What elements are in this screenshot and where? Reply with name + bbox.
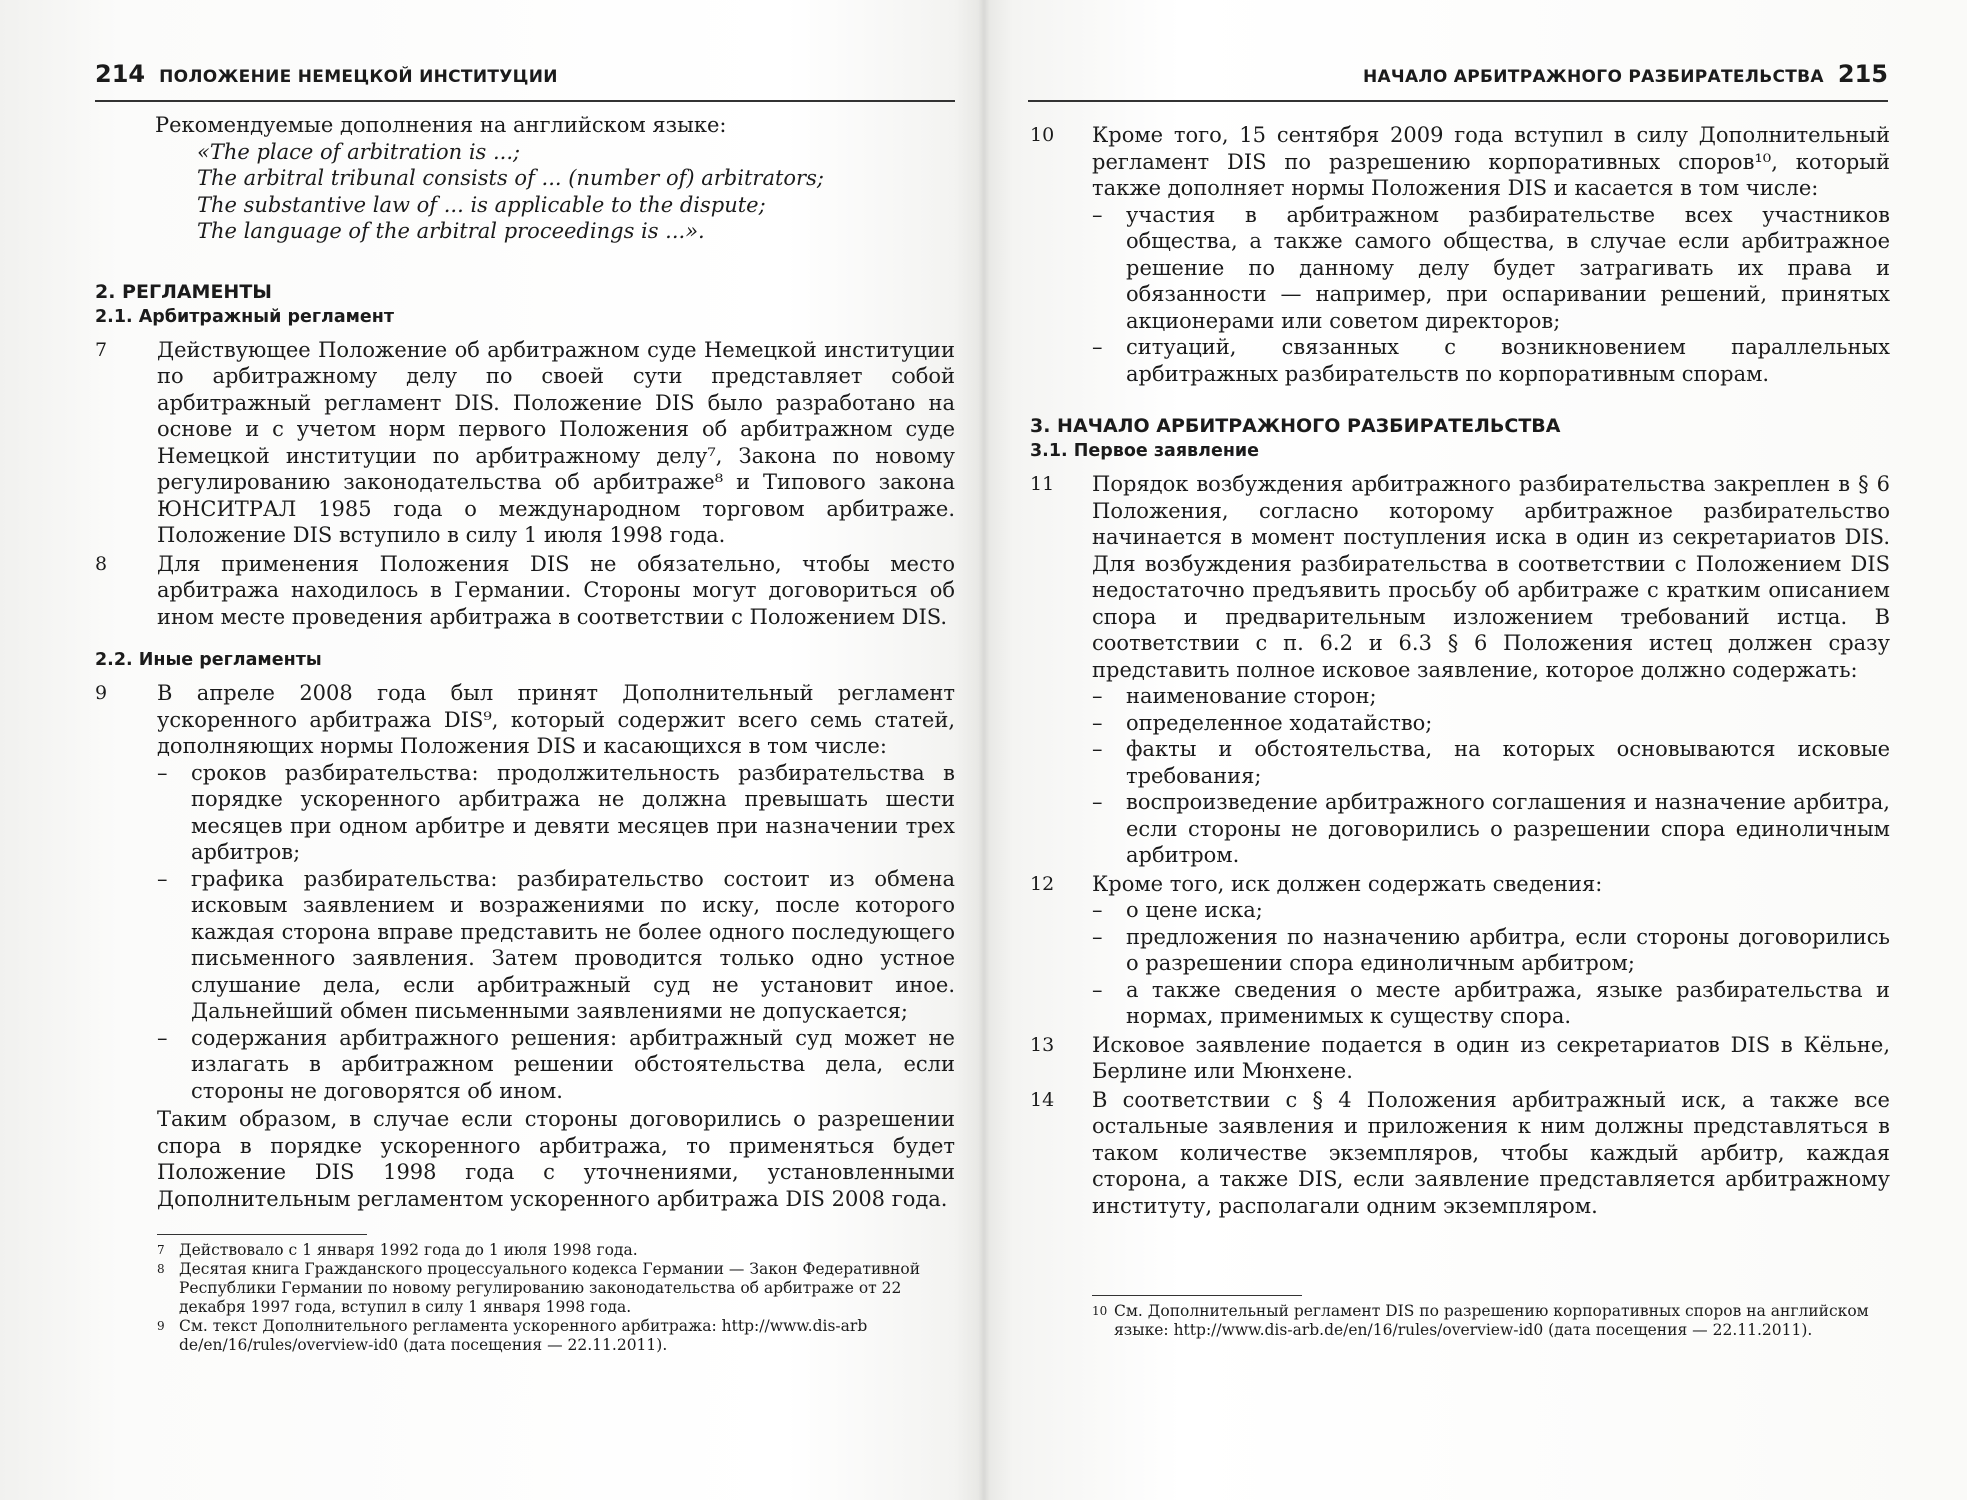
dash-marker: –: [157, 866, 168, 891]
section-2-2-heading: 2.2. Иные регламенты: [95, 650, 322, 670]
paragraph-number: 7: [95, 338, 108, 361]
paragraph-14: [1030, 1087, 1890, 1220]
paragraph-text: Кроме того, 15 сентября 2009 года вступил в силу Дополнительный регламент DIS по разрешению корпоративных споров¹⁰, который также дополняет нормы Положения DIS и касается в том числе:: [1092, 123, 1890, 200]
list-item-text: предложения по назначению арбитра, если стороны договорились о разрешении спора единоличным арбитром;: [1126, 924, 1890, 975]
footnote-text: Действовало с 1 января 1992 года до 1 июля 1998 года.: [179, 1241, 638, 1259]
intro-block: [155, 112, 955, 245]
footnote-divider: [1092, 1295, 1302, 1296]
footnote-text: См. текст Дополнительного регламента ускоренного арбитража: http://www.dis-arb de/en/16/rules/overview-id0 (дата посещения — 22.11.2011).: [179, 1317, 868, 1354]
list-item: [157, 1025, 955, 1105]
list-item: [1092, 736, 1890, 789]
list-item-text: участия в арбитражном разбирательстве всех участников общества, а также самого общества, в случае если арбитражное решение по данному делу будет затрагивать их права и обязанности — например, при оспаривании решений, принятых акционерами или советом директоров;: [1126, 202, 1890, 333]
list-item: [1092, 202, 1890, 335]
list-item-text: ситуаций, связанных с возникновением параллельных арбитражных разбирательств по корпоративным спорам.: [1126, 335, 1890, 386]
left-page: [0, 0, 978, 1500]
section-3-1-heading: 3.1. Первое заявление: [1030, 441, 1260, 461]
list-item: [1092, 924, 1890, 977]
left-body: [95, 112, 955, 1355]
paragraph-number: 8: [95, 552, 108, 575]
paragraph-text: В апреле 2008 года был принят Дополнительный регламент ускоренного арбитража DIS⁹, который содержит всего семь статей, дополняющих нормы Положения DIS и касающихся в том числе:: [157, 681, 955, 758]
list-item: [1092, 789, 1890, 869]
footnote-text: Десятая книга Гражданского процессуального кодекса Германии — Закон Федеративной Республики Германии по новому регулированию законодательства об арбитраже от 22 декабря 1997 года, вступил в силу 1 января 1998 года.: [179, 1260, 921, 1316]
left-page-number: 214: [95, 60, 146, 88]
paragraph-number: 14: [1030, 1088, 1055, 1111]
paragraph-number: 9: [95, 682, 108, 704]
footnote: [1092, 1302, 1890, 1340]
list-item-text: наименование сторон;: [1126, 684, 1377, 708]
list-item-text: а также сведения о месте арбитража, языке разбирательства и нормах, применимых к существу спора.: [1126, 977, 1890, 1028]
right-page-number: 215: [1837, 60, 1888, 88]
paragraph-number: 12: [1030, 872, 1055, 895]
dash-marker: –: [1092, 710, 1103, 735]
right-footnotes: [1092, 1302, 1890, 1340]
dash-marker: –: [1092, 790, 1103, 814]
footnote: [157, 1260, 955, 1317]
dash-marker: –: [1092, 898, 1103, 922]
intro-english-line: The substantive law of ... is applicable to the dispute;: [197, 192, 766, 217]
paragraph-body: [1092, 471, 1890, 869]
paragraph-12: [1030, 871, 1890, 1030]
right-body: [1030, 122, 1890, 1340]
list-item: [1092, 334, 1890, 387]
list-item-text: сроков разбирательства: продолжительность разбирательства в порядке ускоренного арбитража не должна превышать шести месяцев при одном арбитре и девяти месяцев при назначении трех арбитров;: [191, 760, 955, 864]
list-item: [1092, 977, 1890, 1030]
footnote-divider: [157, 1234, 367, 1235]
paragraph-body: [157, 680, 955, 1104]
dash-marker: –: [1092, 335, 1103, 359]
bullet-list: [1092, 202, 1890, 388]
footnote-mark: 10: [1092, 1304, 1108, 1318]
footnote-mark: 7: [157, 1243, 165, 1257]
paragraph-number: 10: [1030, 124, 1055, 146]
section-3-heading: 3. НАЧАЛО АРБИТРАЖНОГО РАЗБИРАТЕЛЬСТВА: [1030, 415, 1561, 437]
dash-marker: –: [1092, 737, 1103, 761]
list-item: [157, 760, 955, 866]
list-item-text: содержания арбитражного решения: арбитражный суд может не излагать в арбитражном решении обстоятельства дела, если стороны не договорятся об ином.: [191, 1025, 955, 1103]
intro-english-line: The language of the arbitral proceedings is ...».: [197, 219, 705, 243]
list-item-text: о цене иска;: [1126, 898, 1263, 922]
dash-marker: –: [1092, 977, 1103, 1002]
dash-marker: –: [1092, 202, 1103, 227]
footnote-mark: 8: [157, 1262, 165, 1276]
paragraph-number: 13: [1030, 1033, 1055, 1056]
list-item: [157, 866, 955, 1025]
list-item-text: факты и обстоятельства, на которых основываются исковые требования;: [1126, 737, 1890, 788]
left-running-head: [95, 60, 955, 102]
section-2-heading: 2. РЕГЛАМЕНТЫ: [95, 280, 272, 303]
dash-marker: –: [157, 1025, 168, 1050]
paragraph-text: В соответствии с § 4 Положения арбитражный иск, а также все остальные заявления и приложения к ним должны представляться в таком количестве экземпляров, чтобы каждый арбитр, каждая сторона, а также DIS, если заявление представляется арбитражному институту, располагали одним экземпляром.: [1092, 1087, 1890, 1218]
footnote: [157, 1317, 955, 1355]
dash-marker: –: [1092, 924, 1103, 949]
left-running-head-title: ПОЛОЖЕНИЕ НЕМЕЦКОЙ ИНСТИТУЦИИ: [159, 67, 558, 87]
paragraph-text: Кроме того, иск должен содержать сведения:: [1092, 871, 1603, 896]
footnote-mark: 9: [157, 1319, 165, 1333]
right-running-head-title: НАЧАЛО АРБИТРАЖНОГО РАЗБИРАТЕЛЬСТВА: [1362, 67, 1824, 87]
paragraph-number: 11: [1030, 473, 1055, 495]
list-item-text: определенное ходатайство;: [1126, 710, 1433, 735]
bullet-list: [1092, 683, 1890, 869]
dash-marker: –: [157, 760, 168, 785]
list-item-text: графика разбирательства: разбирательство состоит из обмена исковым заявлением и возражениями по иску, после которого каждая сторона вправе представить не более одного последующего письменного заявления. Затем проводится только одно устное слушание дела, если арбитражный суд не установит иное. Дальнейший обмен письменными заявлениями не допускается;: [191, 866, 955, 1023]
paragraph-text: Исковое заявление подается в один из секретариатов DIS в Кёльне, Берлине или Мюнхене.: [1092, 1032, 1890, 1083]
paragraph-11: [1030, 471, 1890, 869]
intro-lead: Рекомендуемые дополнения на английском языке:: [155, 113, 727, 137]
right-page: [990, 0, 1967, 1500]
list-item: [1092, 683, 1890, 710]
intro-english-line: «The place of arbitration is ...;: [197, 139, 521, 164]
paragraph-text: Порядок возбуждения арбитражного разбирательства закреплен в § 6 Положения, согласно которому арбитражное разбирательство начинается в момент поступления иска в один из секретариатов DIS. Для возбуждения разбирательства в соответствии с Положением DIS недостаточно предъявить просьбу об арбитраже с кратким описанием спора и предварительным изложением требований истца. В соответствии с п. 6.2 и 6.3 § 6 Положения истец должен сразу представить полное исковое заявление, которое должно содержать:: [1092, 472, 1890, 682]
section-2-1-heading: 2.1. Арбитражный регламент: [95, 306, 395, 327]
paragraph-10: [1030, 122, 1890, 387]
paragraph-text: Для применения Положения DIS не обязательно, чтобы место арбитража находилось в Германии. Стороны могут договориться об ином месте проведения арбитража в соответствии с Положением DIS.: [157, 551, 955, 629]
paragraph-8: [95, 551, 955, 631]
paragraph-text: Действующее Положение об арбитражном суде Немецкой институции по арбитражному делу по своей сути представляет собой арбитражный регламент DIS. Положение DIS было разработано на основе и с учетом норм первого Положения об арбитражном суде Немецкой институции по арбитражному делу⁷, Закона по новому регулированию законодательства об арбитраже⁸ и Типового закона ЮНСИТРАЛ 1985 года о международном торговом арбитраже. Положение DIS вступило в силу 1 июля 1998 года.: [157, 337, 955, 547]
paragraph-body: [1092, 122, 1890, 387]
paragraph-13: [1030, 1032, 1890, 1085]
footnote: [157, 1241, 955, 1260]
intro-english-line: The arbitral tribunal consists of ... (number of) arbitrators;: [197, 166, 824, 190]
dash-marker: –: [1092, 684, 1103, 708]
spacer: [1030, 1221, 1890, 1273]
right-running-head: [1028, 60, 1888, 102]
list-item-text: воспроизведение арбитражного соглашения и назначение арбитра, если стороны не договорились о разрешении спора единоличным арбитром.: [1126, 790, 1890, 867]
bullet-list: [157, 760, 955, 1105]
bullet-list: [1092, 897, 1890, 1030]
list-item: [1092, 710, 1890, 737]
paragraph-body: [1092, 871, 1890, 1030]
list-item: [1092, 897, 1890, 924]
paragraph-7: [95, 337, 955, 549]
footnote-text: См. Дополнительный регламент DIS по разрешению корпоративных споров на английском языке: http://www.dis-arb.de/en/16/rules/overview-id0 (дата посещения — 22.11.2011).: [1114, 1302, 1869, 1339]
paragraph-9-conclusion: Таким образом, в случае если стороны договорились о разрешении спора в порядке ускоренного арбитража, то применяться будет Положение DIS 1998 года с уточнениями, установленными Дополнительным регламентом ускоренного арбитража DIS 2008 года.: [157, 1107, 955, 1211]
book-gutter: [978, 0, 990, 1500]
paragraph-9: [95, 680, 955, 1104]
left-footnotes: [157, 1241, 955, 1355]
